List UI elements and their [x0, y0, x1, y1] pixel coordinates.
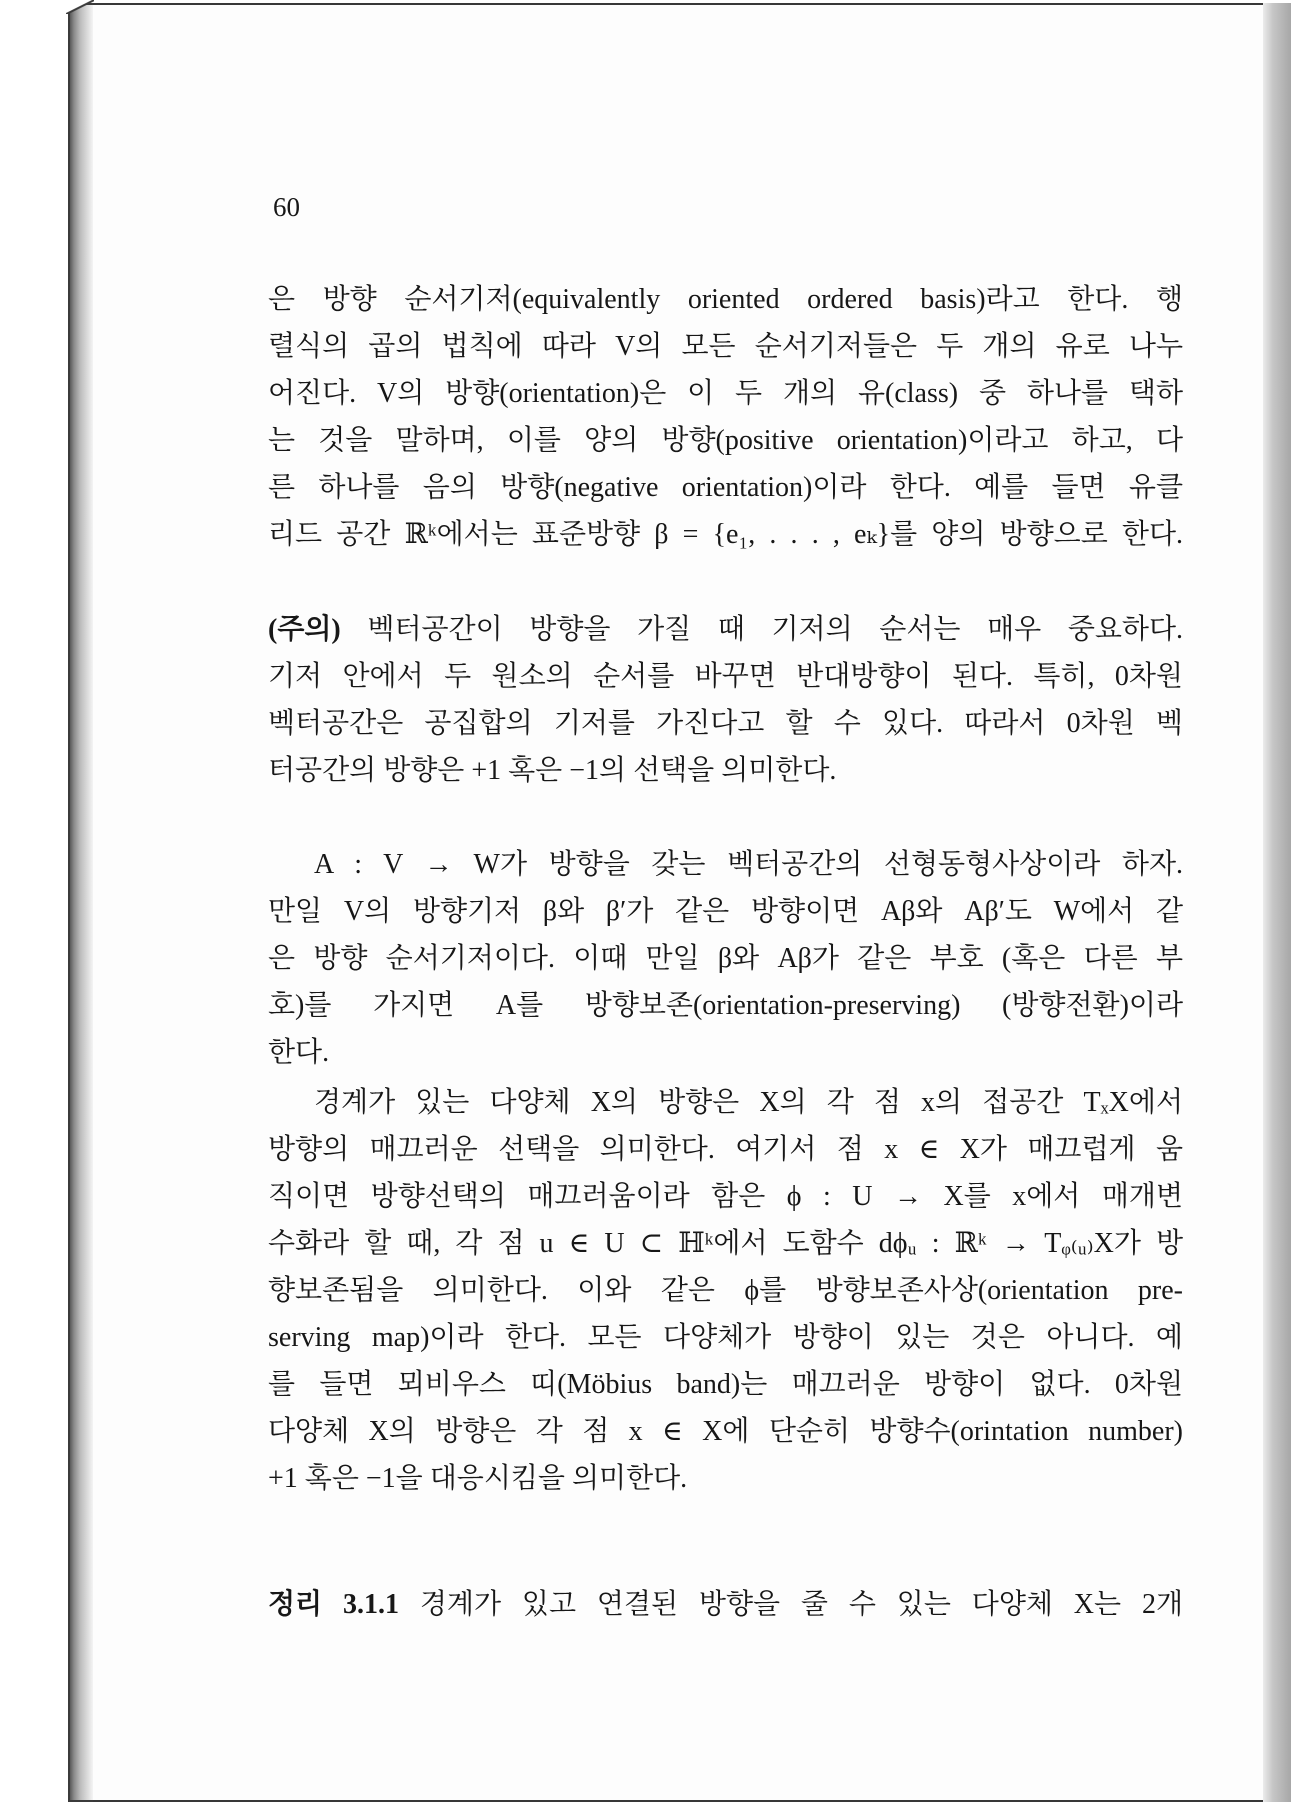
page-number: 60 — [273, 192, 300, 222]
text-line: A : V → W가 방향을 갖는 벡터공간의 선형동형사상이라 하자. — [314, 849, 1183, 880]
text-line: 한다. — [268, 1037, 330, 1068]
theorem-text: 경계가 있고 연결된 방향을 줄 수 있는 다양체 X는 2개 — [419, 1589, 1183, 1620]
text-line: +1 혹은 −1을 대응시킴을 의미한다. — [268, 1463, 688, 1494]
intro-paragraph — [268, 276, 1183, 558]
page-shadow-right — [1263, 3, 1291, 1802]
text-line: 은 방향 순서기저이다. 이때 만일 β와 Aβ가 같은 부호 (혹은 다른 부 — [268, 943, 1183, 974]
book-binding-edge — [68, 3, 93, 1802]
note-label: (주의) — [268, 614, 341, 645]
text-line: 터공간의 방향은 +1 혹은 −1의 선택을 의미한다. — [268, 755, 837, 786]
theorem-label: 정리 3.1.1 — [268, 1589, 399, 1620]
page-corner-fold — [66, 0, 94, 14]
text-line-content: 벡터공간이 방향을 가질 때 기저의 순서는 매우 중요하다. — [367, 614, 1184, 645]
text-line: 벡터공간은 공집합의 기저를 가진다고 할 수 있다. 따라서 0차원 벡 — [268, 708, 1183, 739]
text-line: 경계가 있는 다양체 X의 방향은 X의 각 점 x의 접공간 TₓX에서 — [314, 1087, 1183, 1118]
text-line — [268, 606, 1183, 653]
text-line: 리드 공간 ℝᵏ에서는 표준방향 β = {e₁, . . . , eₖ}를 양의 방향으로 한다. — [268, 519, 1183, 550]
text-line: 방향의 매끄러운 선택을 의미한다. 여기서 점 x ∈ X가 매끄럽게 움 — [268, 1134, 1183, 1165]
text-line: 은 방향 순서기저(equivalently oriented ordered basis)라고 한다. 행 — [268, 284, 1183, 315]
text-line: 직이면 방향선택의 매끄러움이라 함은 ϕ : U → X를 x에서 매개변 — [268, 1181, 1183, 1212]
text-line: serving map)이라 한다. 모든 다양체가 방향이 있는 것은 아니다. 예 — [268, 1322, 1183, 1353]
text-line: 수화라 할 때, 각 점 u ∈ U ⊂ ℍᵏ에서 도함수 dϕᵤ : ℝᵏ → Tᵩ₍ᵤ₎X가 방 — [268, 1228, 1183, 1259]
text-line: 기저 안에서 두 원소의 순서를 바꾸면 반대방향이 된다. 특히, 0차원 — [268, 661, 1183, 692]
text-line: 렬식의 곱의 법칙에 따라 V의 모든 순서기저들은 두 개의 유로 나누 — [268, 331, 1183, 362]
text-line: 호)를 가지면 A를 방향보존(orientation-preserving) (방향전환)이라 — [268, 990, 1183, 1021]
text-line: 다양체 X의 방향은 각 점 x ∈ X에 단순히 방향수(orintation number) — [268, 1416, 1183, 1447]
theorem-statement — [268, 1581, 1183, 1628]
text-line: 는 것을 말하며, 이를 양의 방향(positive orientation)이라고 하고, 다 — [268, 425, 1183, 456]
text-line: 어진다. V의 방향(orientation)은 이 두 개의 유(class) 중 하나를 택하 — [268, 378, 1183, 409]
text-line: 향보존됨을 의미한다. 이와 같은 ϕ를 방향보존사상(orientation pre- — [268, 1275, 1183, 1306]
text-line: 를 들면 뫼비우스 띠(Möbius band)는 매끄러운 방향이 없다. 0차원 — [268, 1369, 1183, 1400]
text-line: 만일 V의 방향기저 β와 β′가 같은 방향이면 Aβ와 Aβ′도 W에서 같 — [268, 896, 1183, 927]
note-paragraph — [268, 606, 1183, 794]
text-line: 른 하나를 음의 방향(negative orientation)이라 한다. 예를 들면 유클 — [268, 472, 1183, 503]
manifold-orientation-paragraph — [268, 1079, 1183, 1502]
book-page — [93, 3, 1263, 1802]
text-line — [268, 1581, 1183, 1628]
linear-map-paragraph — [268, 841, 1183, 1076]
